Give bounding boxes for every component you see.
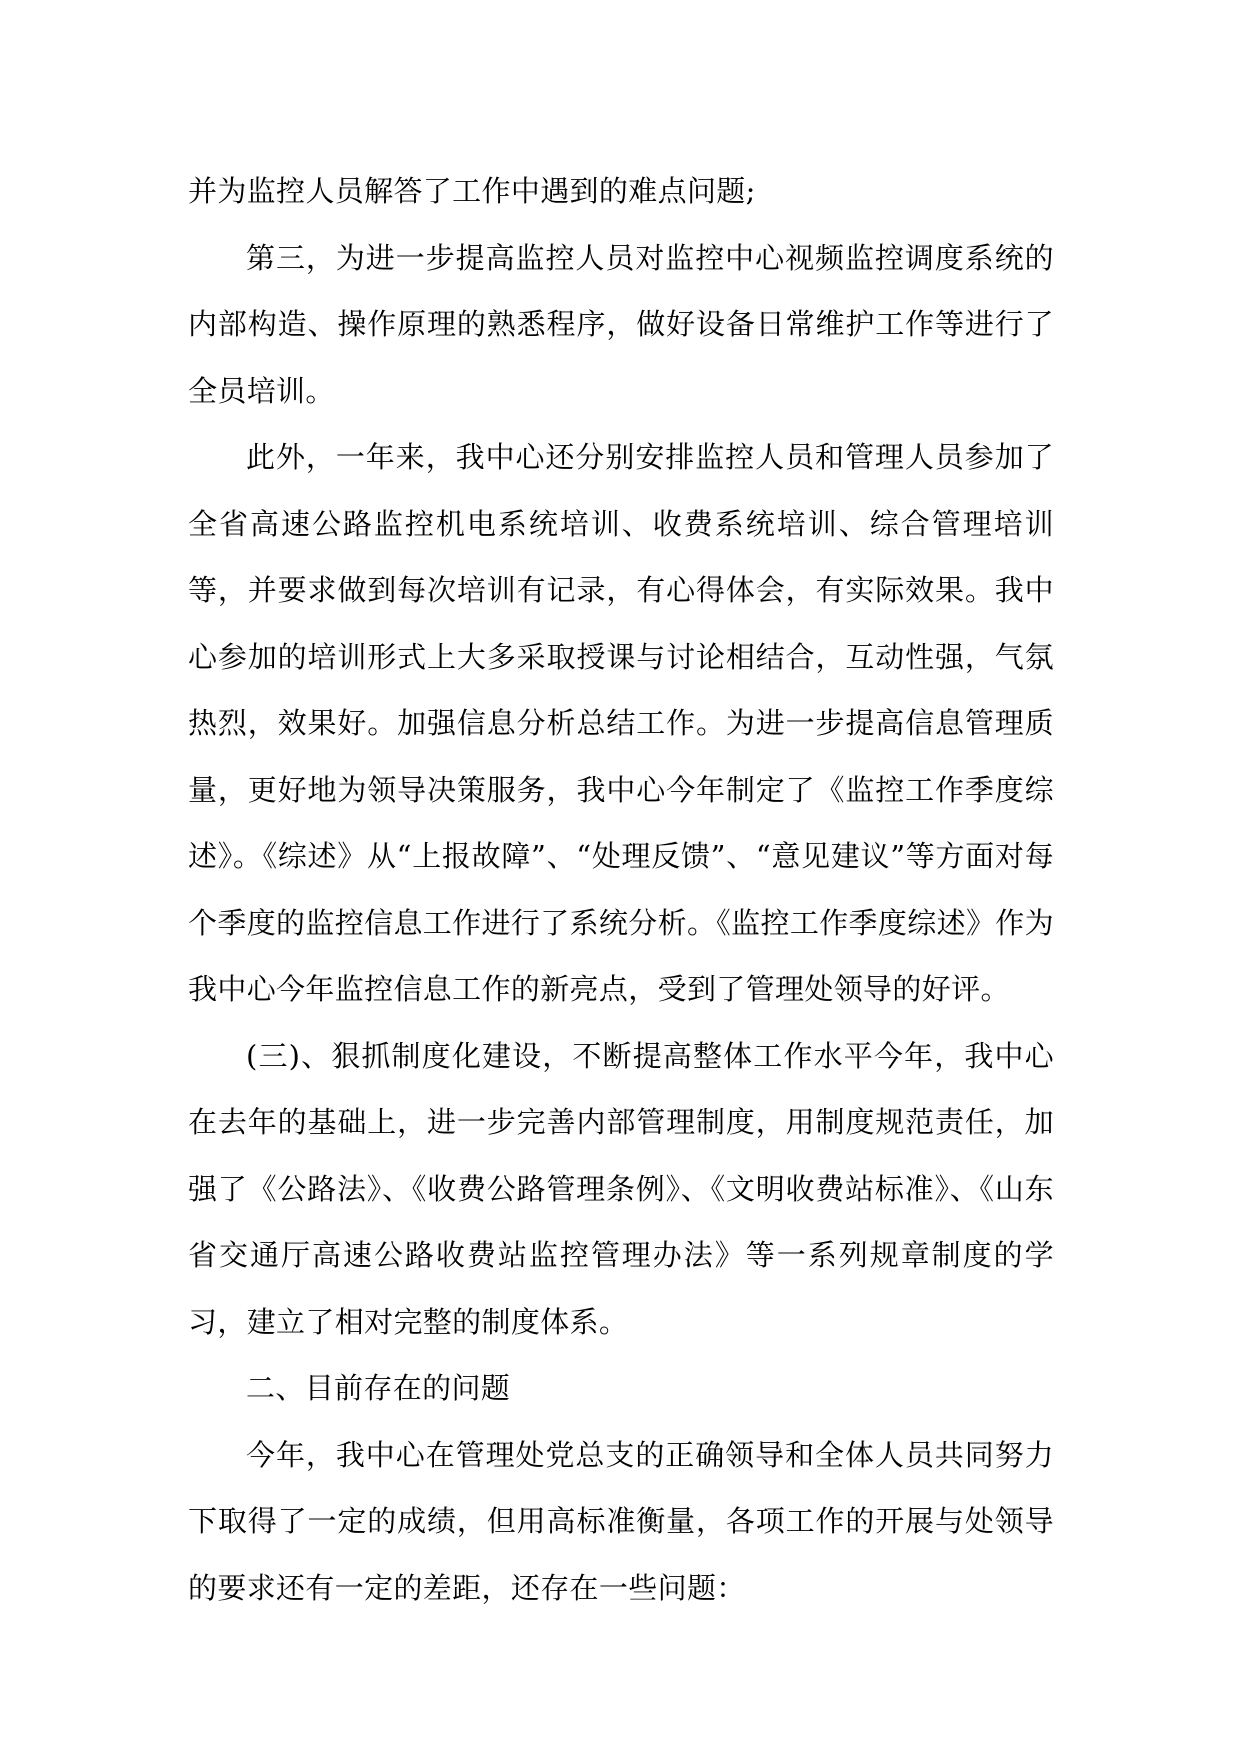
section-heading-existing-problems: 二、目前存在的问题 (246, 1371, 511, 1405)
paragraph-third-item: 第三，为进一步提高监控人员对监控中心视频监控调度系统的内部构造、操作原理的熟悉程序，做好设备日常维护工作等进行了全员培训。 (188, 240, 1054, 408)
paragraph-institution-building: (三)、狠抓制度化建设，不断提高整体工作水平今年，我中心在去年的基础上，进一步完善内部管理制度，用制度规范责任，加强了《公路法》、《收费公路管理条例》、《文明收费站标准》、《山东省交通厅高速公路收费站监控管理办法》等一系列规章制度的学习，建立了相对完整的制度体系。 (188, 1038, 1054, 1339)
paragraph-problems-intro: 今年，我中心在管理处党总支的正确领导和全体人员共同努力下取得了一定的成绩，但用高标准衡量，各项工作的开展与处领导的要求还有一定的差距，还存在一些问题： (188, 1437, 1054, 1605)
document-body (188, 158, 1054, 1621)
paragraph-continuation: 并为监控人员解答了工作中遇到的难点问题; (188, 174, 756, 208)
paragraph-training-and-analysis: 此外，一年来，我中心还分别安排监控人员和管理人员参加了全省高速公路监控机电系统培训、收费系统培训、综合管理培训等，并要求做到每次培训有记录，有心得体会，有实际效果。我中心参加的培训形式上大多采取授课与讨论相结合，互动性强，气氛热烈，效果好。加强信息分析总结工作。为进一步提高信息管理质量，更好地为领导决策服务，我中心今年制定了《监控工作季度综述》。《综述》从“上报故障”、“处理反馈”、“意见建议”等方面对每个季度的监控信息工作进行了系统分析。《监控工作季度综述》作为我中心今年监控信息工作的新亮点，受到了管理处领导的好评。 (188, 440, 1055, 1006)
